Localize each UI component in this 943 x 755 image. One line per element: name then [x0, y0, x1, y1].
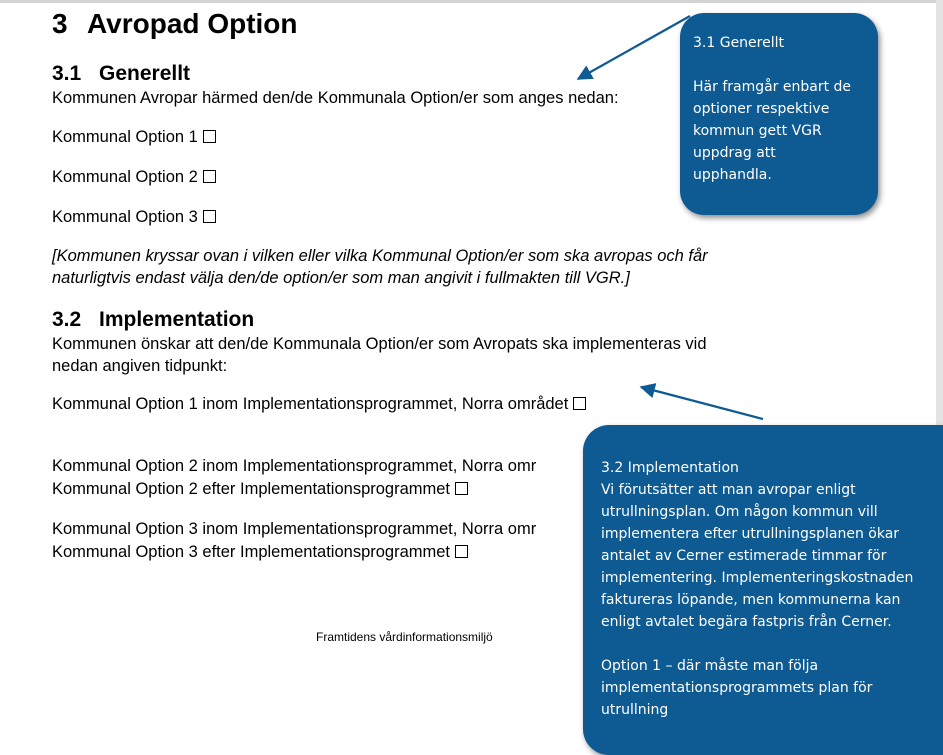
comment-2-connector-arrow — [641, 387, 763, 419]
section-intro: Kommunen Avropar härmed den/de Kommunala Option/er som anges nedan: — [52, 89, 619, 107]
comment-bubble-generellt[interactable] — [680, 13, 878, 215]
comment-line: utrullningsplan. Om någon kommun vill — [601, 504, 878, 520]
section-number: 3.2 — [52, 308, 82, 331]
comment-line: faktureras löpande, men kommunerna kan — [601, 592, 901, 608]
comment-1-connector-arrow — [578, 16, 690, 79]
comment-line: Vi förutsätter att man avropar enligt — [601, 482, 856, 498]
heading-number: 3 — [52, 8, 68, 39]
instruction-note-line-1: [Kommunen kryssar ovan i vilken eller vilka Kommunal Option/er som ska avropas och får — [52, 247, 708, 265]
option-label: Kommunal Option 1 — [52, 128, 198, 146]
heading-title: Avropad Option — [87, 8, 298, 39]
comment-bubble-implementation[interactable] — [583, 425, 943, 755]
comment-line: Här framgår enbart de — [693, 79, 852, 95]
comment-line: utrullning — [601, 702, 669, 718]
section-intro-line-1: Kommunen önskar att den/de Kommunala Option/er som Avropats ska implementeras vid — [52, 335, 707, 353]
impl-option-label: Kommunal Option 2 inom Implementationsprogrammet, Norra omr — [52, 457, 537, 475]
impl-option-label: Kommunal Option 3 efter Implementationsprogrammet — [52, 543, 451, 561]
section-number: 3.1 — [52, 62, 82, 85]
comment-line: uppdrag att — [693, 145, 776, 161]
impl-option-label: Kommunal Option 2 efter Implementationsprogrammet — [52, 480, 451, 498]
comment-line: upphandla. — [693, 167, 772, 183]
section-intro-line-2: nedan angiven tidpunkt: — [52, 357, 228, 375]
comment-line: Option 1 – där måste man följa — [601, 658, 819, 674]
instruction-note-line-2: naturligtvis endast välja den/de option/er som man angivit i fullmakten till VGR.] — [52, 269, 630, 287]
page-footer: Framtidens vårdinformationsmiljö — [316, 630, 493, 644]
comment-line: optioner respektive — [693, 101, 830, 117]
impl-option-label: Kommunal Option 1 inom Implementationsprogrammet, Norra området — [52, 395, 569, 413]
option-label: Kommunal Option 3 — [52, 208, 198, 226]
comment-line: implementationsprogrammets plan för — [601, 680, 873, 696]
comment-line: implementering. Implementeringskostnaden — [601, 570, 914, 586]
section-title: Implementation — [99, 308, 255, 331]
comment-line: enligt avtalet begära fastpris från Cerner. — [601, 614, 892, 630]
comment-line: implementera efter utrullningsplanen ökar — [601, 526, 900, 542]
section-title: Generellt — [99, 62, 191, 85]
comment-title: 3.1 Generellt — [693, 35, 784, 51]
impl-option-label: Kommunal Option 3 inom Implementationsprogrammet, Norra omr — [52, 520, 537, 538]
comment-line: antalet av Cerner estimerade timmar för — [601, 548, 887, 564]
option-label: Kommunal Option 2 — [52, 168, 198, 186]
comment-title: 3.2 Implementation — [601, 460, 739, 476]
comment-line: kommun gett VGR — [693, 123, 822, 139]
